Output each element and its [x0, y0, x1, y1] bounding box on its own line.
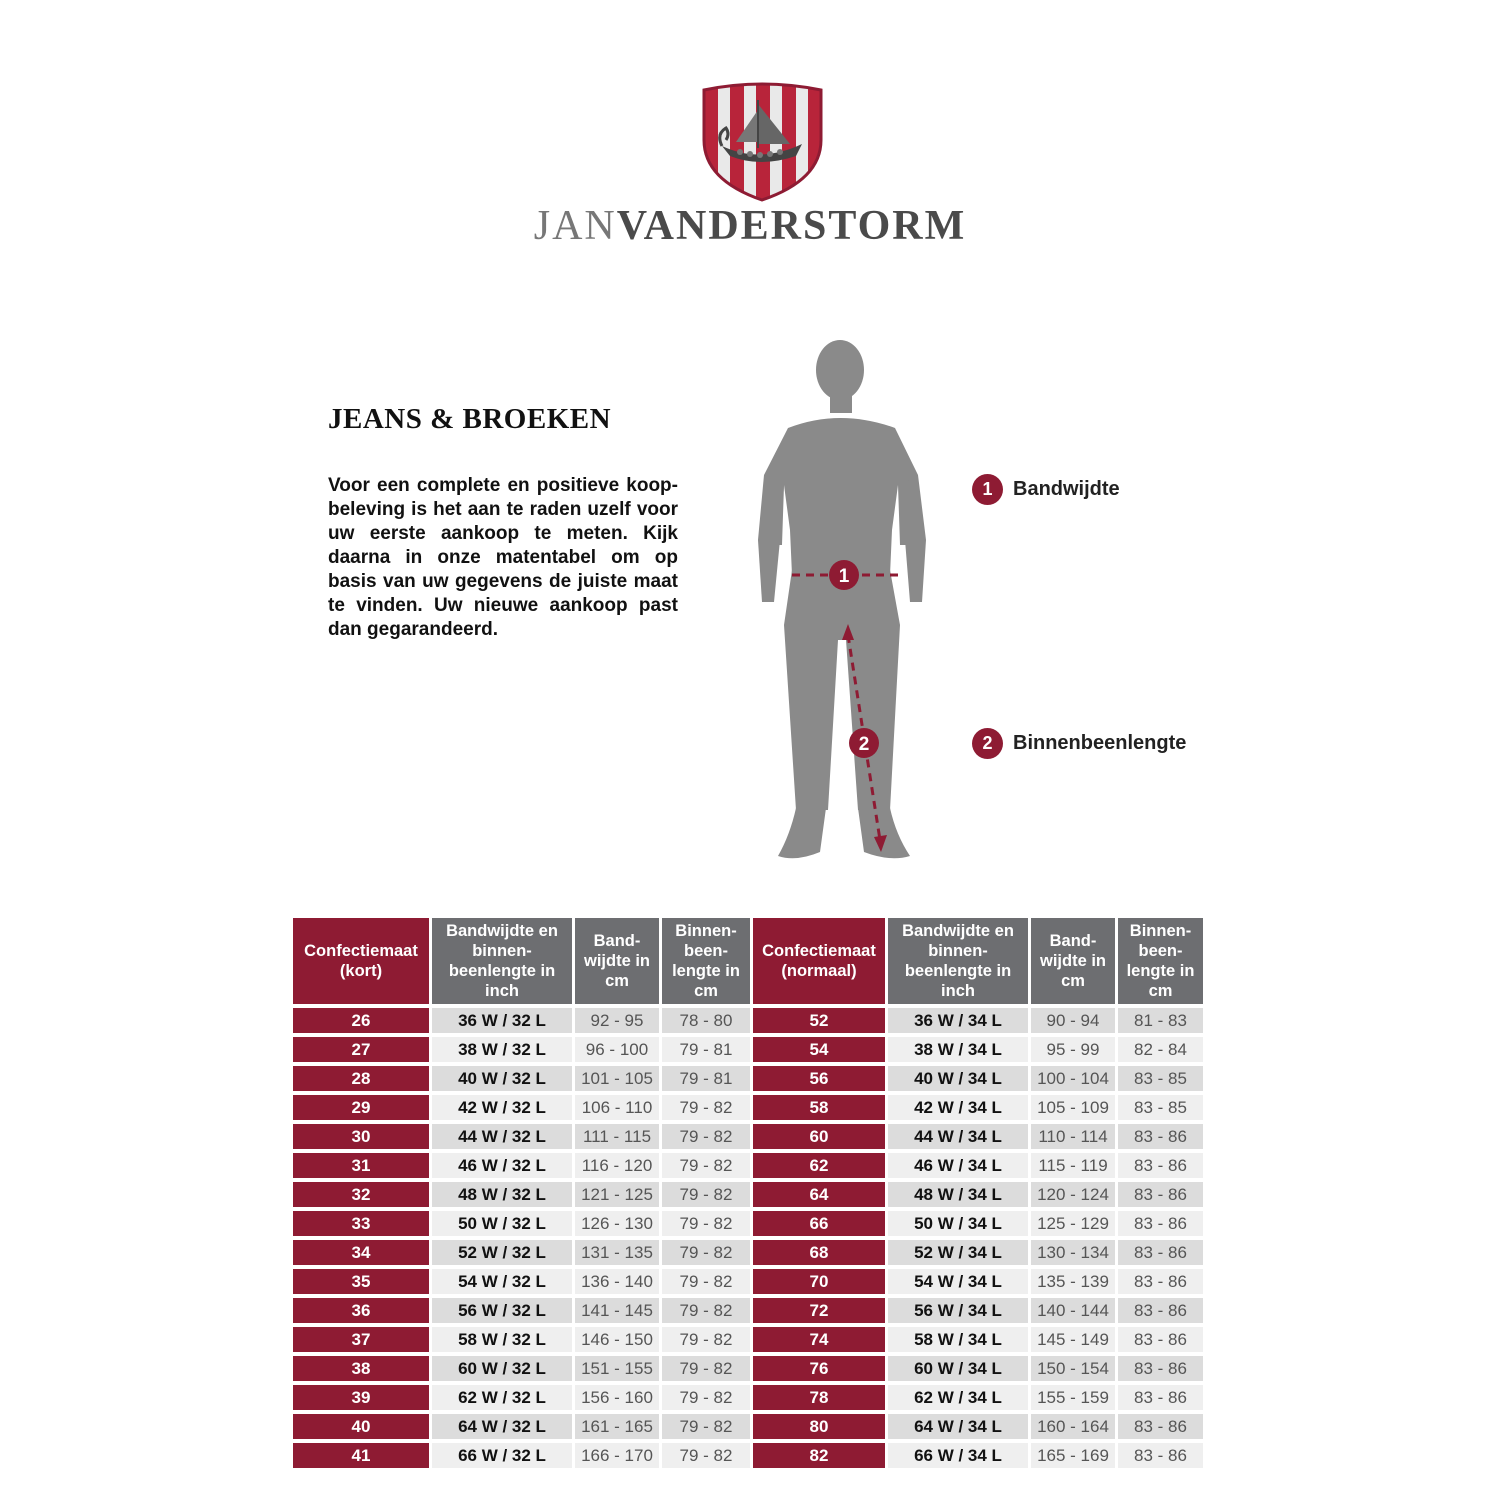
- inseam-cm-cell: 83 - 86: [1118, 1153, 1203, 1178]
- size-normal-cell: 72: [753, 1298, 885, 1323]
- inseam-cm-cell: 83 - 85: [1118, 1066, 1203, 1091]
- waist-marker-number: 1: [838, 566, 850, 587]
- inch-cell: 52 W / 34 L: [888, 1240, 1028, 1265]
- size-short-cell: 31: [293, 1153, 429, 1178]
- waist-cm-cell: 141 - 145: [575, 1298, 659, 1323]
- size-short-cell: 41: [293, 1443, 429, 1468]
- intro-text: Voor een complete en positieve koop-beleving is het aan te raden uzelf voor uw eerste aankoop te meten. Kijk daarna in onze matentabel om op basis van uw gegevens de juiste maat te vinden. Uw nieuwe aankoop past dan gegarandeerd.: [328, 475, 678, 640]
- inch-cell: 44 W / 32 L: [432, 1124, 572, 1149]
- size-short-cell: 34: [293, 1240, 429, 1265]
- inch-cell: 54 W / 34 L: [888, 1269, 1028, 1294]
- inseam-cm-cell: 83 - 85: [1118, 1095, 1203, 1120]
- table-row: [293, 1182, 1203, 1207]
- size-short-cell: 37: [293, 1327, 429, 1352]
- waist-cm-cell: 160 - 164: [1031, 1414, 1115, 1439]
- table-row: [293, 1356, 1203, 1381]
- inseam-cm-cell: 81 - 83: [1118, 1008, 1203, 1033]
- table-row: [293, 1066, 1203, 1091]
- inseam-cm-cell: 79 - 82: [662, 1182, 750, 1207]
- size-normal-cell: 56: [753, 1066, 885, 1091]
- waist-cm-cell: 136 - 140: [575, 1269, 659, 1294]
- size-normal-cell: 66: [753, 1211, 885, 1236]
- size-short-cell: 36: [293, 1298, 429, 1323]
- inch-cell: 50 W / 32 L: [432, 1211, 572, 1236]
- waist-cm-cell: 92 - 95: [575, 1008, 659, 1033]
- table-header-row: [293, 918, 1203, 1004]
- legend-badge: 2: [972, 728, 1003, 759]
- inch-cell: 54 W / 32 L: [432, 1269, 572, 1294]
- inch-cell: 44 W / 34 L: [888, 1124, 1028, 1149]
- size-normal-cell: 80: [753, 1414, 885, 1439]
- table-row: [293, 1211, 1203, 1236]
- inch-cell: 42 W / 32 L: [432, 1095, 572, 1120]
- inch-cell: 58 W / 32 L: [432, 1327, 572, 1352]
- inch-cell: 38 W / 34 L: [888, 1037, 1028, 1062]
- size-normal-cell: 52: [753, 1008, 885, 1033]
- legend-item-inseam: [972, 728, 1186, 759]
- waist-cm-cell: 151 - 155: [575, 1356, 659, 1381]
- size-normal-cell: 82: [753, 1443, 885, 1468]
- inseam-cm-cell: 79 - 82: [662, 1385, 750, 1410]
- size-short-cell: 33: [293, 1211, 429, 1236]
- waist-cm-cell: 90 - 94: [1031, 1008, 1115, 1033]
- waist-cm-cell: 95 - 99: [1031, 1037, 1115, 1062]
- table-row: [293, 1008, 1203, 1033]
- size-table: [290, 914, 1206, 1472]
- waist-cm-cell: 120 - 124: [1031, 1182, 1115, 1207]
- inseam-cm-cell: 79 - 82: [662, 1124, 750, 1149]
- size-short-cell: 26: [293, 1008, 429, 1033]
- inseam-cm-cell: 79 - 82: [662, 1298, 750, 1323]
- brand-name-first: JAN: [533, 203, 617, 249]
- inseam-cm-cell: 83 - 86: [1118, 1211, 1203, 1236]
- legend-label: Binnenbeenlengte: [1013, 732, 1187, 754]
- inch-cell: 66 W / 34 L: [888, 1443, 1028, 1468]
- size-normal-cell: 70: [753, 1269, 885, 1294]
- table-row: [293, 1414, 1203, 1439]
- waist-cm-cell: 150 - 154: [1031, 1356, 1115, 1381]
- inseam-cm-cell: 79 - 82: [662, 1240, 750, 1265]
- waist-cm-cell: 155 - 159: [1031, 1385, 1115, 1410]
- inseam-cm-cell: 79 - 81: [662, 1037, 750, 1062]
- table-row: [293, 1298, 1203, 1323]
- inseam-marker-number: 2: [858, 734, 870, 755]
- size-short-cell: 39: [293, 1385, 429, 1410]
- inch-cell: 40 W / 32 L: [432, 1066, 572, 1091]
- size-normal-cell: 54: [753, 1037, 885, 1062]
- inch-cell: 38 W / 32 L: [432, 1037, 572, 1062]
- inseam-cm-cell: 82 - 84: [1118, 1037, 1203, 1062]
- inch-cell: 48 W / 32 L: [432, 1182, 572, 1207]
- inseam-cm-cell: 79 - 81: [662, 1066, 750, 1091]
- size-short-cell: 30: [293, 1124, 429, 1149]
- col-header-inseam-cm: Binnen-been-lengte in cm: [662, 918, 750, 1004]
- page-title: JEANS & BROEKEN: [328, 403, 612, 435]
- waist-cm-cell: 135 - 139: [1031, 1269, 1115, 1294]
- table-row: [293, 1124, 1203, 1149]
- waist-cm-cell: 116 - 120: [575, 1153, 659, 1178]
- waist-cm-cell: 110 - 114: [1031, 1124, 1115, 1149]
- brand-shield-logo: [700, 82, 825, 202]
- waist-cm-cell: 125 - 129: [1031, 1211, 1115, 1236]
- waist-cm-cell: 106 - 110: [575, 1095, 659, 1120]
- inseam-cm-cell: 83 - 86: [1118, 1182, 1203, 1207]
- inch-cell: 48 W / 34 L: [888, 1182, 1028, 1207]
- inch-cell: 62 W / 34 L: [888, 1385, 1028, 1410]
- inseam-cm-cell: 79 - 82: [662, 1095, 750, 1120]
- table-row: [293, 1385, 1203, 1410]
- size-short-cell: 35: [293, 1269, 429, 1294]
- inseam-cm-cell: 83 - 86: [1118, 1327, 1203, 1352]
- table-row: [293, 1095, 1203, 1120]
- inch-cell: 56 W / 34 L: [888, 1298, 1028, 1323]
- legend-item-bandwidth: [972, 474, 1120, 505]
- table-row: [293, 1240, 1203, 1265]
- inseam-cm-cell: 83 - 86: [1118, 1414, 1203, 1439]
- inch-cell: 66 W / 32 L: [432, 1443, 572, 1468]
- table-row: [293, 1037, 1203, 1062]
- col-header-inch: Bandwijdte en binnen-beenlengte in inch: [432, 918, 572, 1004]
- waist-cm-cell: 166 - 170: [575, 1443, 659, 1468]
- inch-cell: 60 W / 34 L: [888, 1356, 1028, 1381]
- size-short-cell: 38: [293, 1356, 429, 1381]
- inseam-cm-cell: 79 - 82: [662, 1414, 750, 1439]
- size-normal-cell: 78: [753, 1385, 885, 1410]
- size-normal-cell: 62: [753, 1153, 885, 1178]
- col-header-waist-cm: Band-wijdte in cm: [1031, 918, 1115, 1004]
- table-row: [293, 1269, 1203, 1294]
- size-short-cell: 40: [293, 1414, 429, 1439]
- inseam-cm-cell: 79 - 82: [662, 1211, 750, 1236]
- size-normal-cell: 74: [753, 1327, 885, 1352]
- size-normal-cell: 68: [753, 1240, 885, 1265]
- inseam-cm-cell: 83 - 86: [1118, 1443, 1203, 1468]
- inch-cell: 64 W / 32 L: [432, 1414, 572, 1439]
- inseam-cm-cell: 83 - 86: [1118, 1269, 1203, 1294]
- inch-cell: 60 W / 32 L: [432, 1356, 572, 1381]
- inseam-cm-cell: 83 - 86: [1118, 1298, 1203, 1323]
- inch-cell: 50 W / 34 L: [888, 1211, 1028, 1236]
- inseam-cm-cell: 83 - 86: [1118, 1385, 1203, 1410]
- inch-cell: 62 W / 32 L: [432, 1385, 572, 1410]
- size-short-cell: 29: [293, 1095, 429, 1120]
- waist-cm-cell: 156 - 160: [575, 1385, 659, 1410]
- waist-cm-cell: 121 - 125: [575, 1182, 659, 1207]
- waist-cm-cell: 126 - 130: [575, 1211, 659, 1236]
- inch-cell: 64 W / 34 L: [888, 1414, 1028, 1439]
- table-row: [293, 1153, 1203, 1178]
- waist-cm-cell: 161 - 165: [575, 1414, 659, 1439]
- inch-cell: 40 W / 34 L: [888, 1066, 1028, 1091]
- waist-cm-cell: 130 - 134: [1031, 1240, 1115, 1265]
- col-header-inch: Bandwijdte en binnen-beenlengte in inch: [888, 918, 1028, 1004]
- size-short-cell: 27: [293, 1037, 429, 1062]
- waist-cm-cell: 101 - 105: [575, 1066, 659, 1091]
- inch-cell: 52 W / 32 L: [432, 1240, 572, 1265]
- col-header-waist-cm: Band-wijdte in cm: [575, 918, 659, 1004]
- col-header-size-normal: Confectiemaat (normaal): [753, 918, 885, 1004]
- waist-cm-cell: 131 - 135: [575, 1240, 659, 1265]
- inseam-cm-cell: 79 - 82: [662, 1269, 750, 1294]
- waist-cm-cell: 146 - 150: [575, 1327, 659, 1352]
- table-row: [293, 1327, 1203, 1352]
- brand-name-last: VANDERSTORM: [616, 203, 967, 249]
- inseam-cm-cell: 79 - 82: [662, 1327, 750, 1352]
- size-short-cell: 32: [293, 1182, 429, 1207]
- waist-cm-cell: 100 - 104: [1031, 1066, 1115, 1091]
- size-normal-cell: 64: [753, 1182, 885, 1207]
- legend-label: Bandwijdte: [1013, 478, 1120, 500]
- inch-cell: 58 W / 34 L: [888, 1327, 1028, 1352]
- size-short-cell: 28: [293, 1066, 429, 1091]
- inseam-cm-cell: 83 - 86: [1118, 1356, 1203, 1381]
- inseam-cm-cell: 79 - 82: [662, 1356, 750, 1381]
- table-row: [293, 1443, 1203, 1468]
- size-normal-cell: 76: [753, 1356, 885, 1381]
- inseam-cm-cell: 79 - 82: [662, 1153, 750, 1178]
- col-header-size-short: Confectiemaat (kort): [293, 918, 429, 1004]
- size-normal-cell: 58: [753, 1095, 885, 1120]
- waist-cm-cell: 96 - 100: [575, 1037, 659, 1062]
- legend-badge: 1: [972, 474, 1003, 505]
- brand-wordmark: [0, 202, 1500, 250]
- size-normal-cell: 60: [753, 1124, 885, 1149]
- inch-cell: 42 W / 34 L: [888, 1095, 1028, 1120]
- inseam-cm-cell: 79 - 82: [662, 1443, 750, 1468]
- inch-cell: 36 W / 34 L: [888, 1008, 1028, 1033]
- inch-cell: 46 W / 34 L: [888, 1153, 1028, 1178]
- waist-cm-cell: 105 - 109: [1031, 1095, 1115, 1120]
- waist-cm-cell: 145 - 149: [1031, 1327, 1115, 1352]
- inseam-cm-cell: 83 - 86: [1118, 1124, 1203, 1149]
- waist-cm-cell: 115 - 119: [1031, 1153, 1115, 1178]
- body-silhouette: [750, 340, 950, 865]
- inch-cell: 36 W / 32 L: [432, 1008, 572, 1033]
- col-header-inseam-cm: Binnen-been-lengte in cm: [1118, 918, 1203, 1004]
- inch-cell: 56 W / 32 L: [432, 1298, 572, 1323]
- waist-cm-cell: 165 - 169: [1031, 1443, 1115, 1468]
- inch-cell: 46 W / 32 L: [432, 1153, 572, 1178]
- waist-cm-cell: 111 - 115: [575, 1124, 659, 1149]
- inseam-cm-cell: 83 - 86: [1118, 1240, 1203, 1265]
- waist-cm-cell: 140 - 144: [1031, 1298, 1115, 1323]
- inseam-cm-cell: 78 - 80: [662, 1008, 750, 1033]
